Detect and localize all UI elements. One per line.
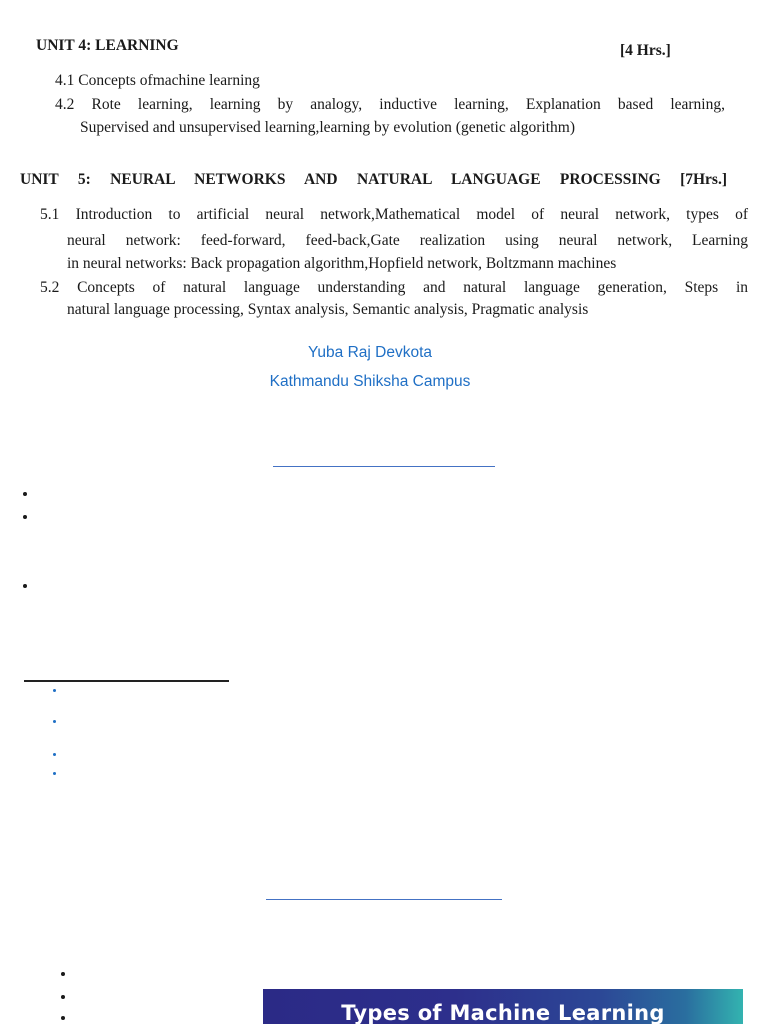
- list-bullet: [61, 972, 65, 976]
- types-of-ml-banner: [263, 989, 743, 1024]
- list-bullet: [23, 492, 27, 496]
- syllabus-scan: [0, 0, 768, 330]
- author-name: Yuba Raj Devkota: [307, 344, 433, 361]
- banner-title: Types of Machine Learning: [341, 1001, 665, 1024]
- list-bullet: [23, 515, 27, 519]
- unit5-item-1-cont-b: in neural networks: Back propagation algorithm,Hopfield network, Boltzmann machines: [67, 255, 617, 272]
- author-campus: Kathmandu Shiksha Campus: [269, 373, 471, 390]
- unit4-hours: [4 Hrs.]: [620, 42, 671, 59]
- unit5-item-1-cont-a: neural network: feed-forward, feed-back,Gate realization using neural network, Learning: [67, 232, 748, 249]
- divider-2: [24, 680, 229, 682]
- list-bullet: [53, 720, 56, 723]
- unit5-item-2: 5.2 Concepts of natural language understanding and natural language generation, Steps in: [40, 279, 748, 296]
- unit4-item-2-cont: Supervised and unsupervised learning,learning by evolution (genetic algorithm): [80, 119, 576, 136]
- list-bullet: [53, 753, 56, 756]
- list-bullet: [61, 1016, 65, 1020]
- list-bullet: [23, 584, 27, 588]
- unit4-item-2: 4.2 Rote learning, learning by analogy, inductive learning, Explanation based learning,: [55, 96, 725, 113]
- list-bullet: [53, 689, 56, 692]
- unit4-title: UNIT 4: LEARNING: [36, 37, 179, 54]
- unit5-item-1: 5.1 Introduction to artificial neural network,Mathematical model of neural network, types of: [40, 206, 748, 223]
- list-bullet: [53, 772, 56, 775]
- divider-1: [273, 466, 495, 467]
- unit5-title: UNIT 5: NEURAL NETWORKS AND NATURAL LANGUAGE PROCESSING [7Hrs.]: [20, 171, 727, 188]
- list-bullet: [61, 995, 65, 999]
- unit4-item-1: 4.1 Concepts ofmachine learning: [55, 72, 260, 89]
- divider-3: [266, 899, 502, 900]
- unit5-item-2-cont: natural language processing, Syntax analysis, Semantic analysis, Pragmatic analysis: [67, 301, 589, 318]
